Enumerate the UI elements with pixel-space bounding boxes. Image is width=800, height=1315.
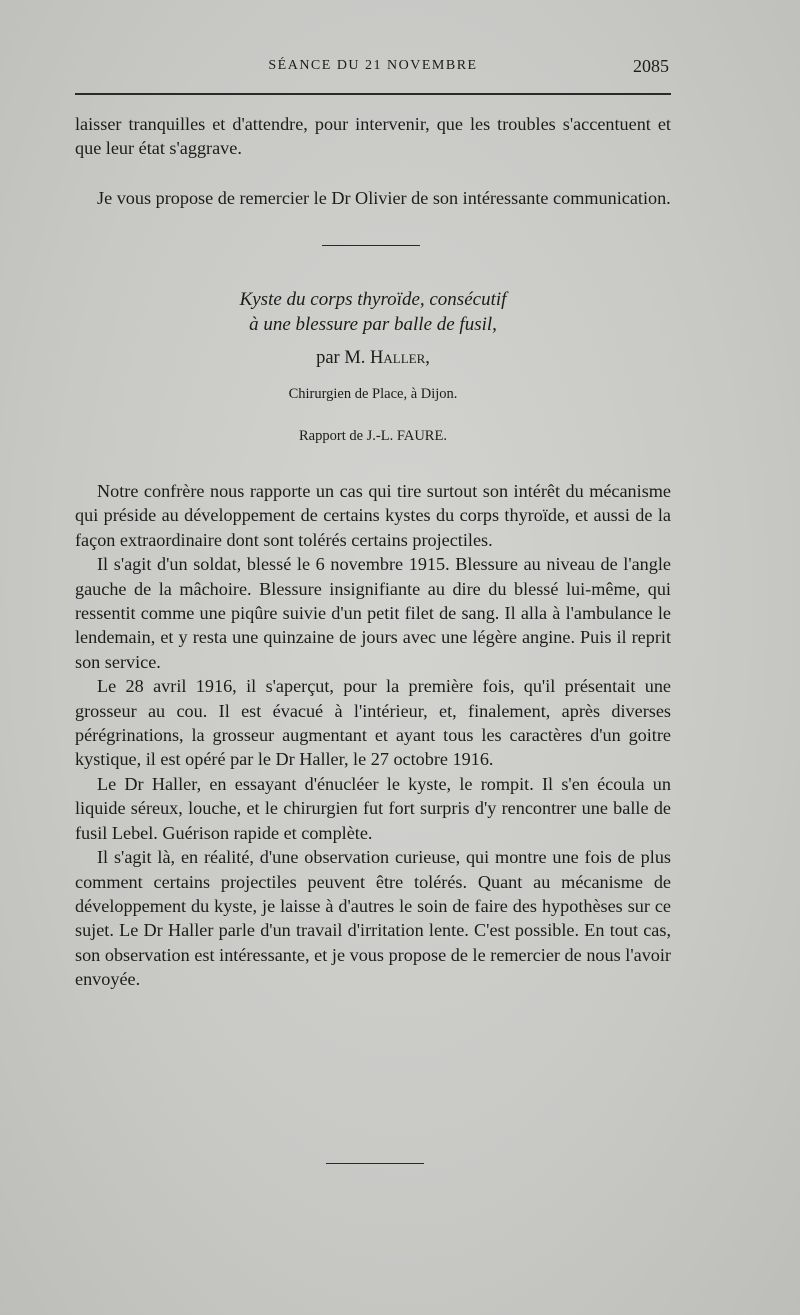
report-line: Rapport de J.-L. FAURE. <box>299 428 447 444</box>
section-divider-bottom <box>326 1163 424 1164</box>
body-paragraph-4: Le Dr Haller, en essayant d'énucléer le kyste, le rompit. Il s'en écoula un liquide séreux, louche, et le chirurgien fut fort surpris d'y rencontrer une balle de fusil Lebel. Guérison rapide et complète. <box>75 773 671 843</box>
body-paragraph-5: Il s'agit là, en réalité, d'une observation curieuse, qui montre une fois de plus comment certains projectiles peuvent être tolérés. Quant au mécanisme de développement du kyste, je laisse à d'autres le soin de faire des hypothèses sur ce sujet. Le Dr Haller parle d'un travail d'irritation lente. C'est possible. En tout cas, son observation est intéressante, et je vous propose de le remercier de nous l'avoir envoyée. <box>75 847 671 990</box>
header-title: SÉANCE DU 21 NOVEMBRE <box>268 58 478 73</box>
body-paragraph-1: Notre confrère nous rapporte un cas qui tire surtout son intérêt du mécanisme qui préside au développement de certains kystes du corps thyroïde, et aussi de la façon extraordinaire dont sont tolérés certains projectiles. <box>75 481 671 550</box>
continuation-text-2 <box>75 186 671 210</box>
author-line <box>75 348 671 369</box>
author-affiliation: Chirurgien de Place, à Dijon. <box>288 386 458 402</box>
article-title-line-1: Kyste du corps thyroïde, consécutif <box>239 289 507 310</box>
author-prefix: par M. <box>316 348 366 368</box>
continuation-paragraph-1: laisser tranquilles et d'attendre, pour intervenir, que les troubles s'accentuent et que leur état s'aggrave. <box>75 114 671 159</box>
body-paragraph-2: Il s'agit d'un soldat, blessé le 6 novembre 1915. Blessure au niveau de l'angle gauche de la mâchoire. Blessure insignifiante au dire du blessé lui-même, qui ressentit comme une piqûre suivie d'un petit filet de sang. Il alla à l'ambulance le lendemain, et y resta une quinzaine de jours avec une légère angine. Puis il reprit son service. <box>75 554 671 672</box>
article-title <box>75 287 671 337</box>
continuation-paragraph-2: Je vous propose de remercier le Dr Olivier de son intéressante communication. <box>97 188 671 208</box>
page-number: 2085 <box>633 56 669 76</box>
running-header <box>75 52 671 82</box>
article-body <box>75 479 671 992</box>
author-name: Haller, <box>370 348 430 368</box>
section-divider-top <box>322 245 420 246</box>
article-title-line-2: à une blessure par balle de fusil, <box>249 314 497 335</box>
body-paragraph-3: Le 28 avril 1916, il s'aperçut, pour la première fois, qu'il présentait une grosseur au cou. Il est évacué à l'intérieur, et, finalement, après diverses pérégrinations, la grosseur augmentant et ayant tous les caractères d'un goitre kystique, il est opéré par le Dr Haller, le 27 octobre 1916. <box>75 676 671 770</box>
header-rule <box>75 93 671 95</box>
continuation-text <box>75 112 671 161</box>
